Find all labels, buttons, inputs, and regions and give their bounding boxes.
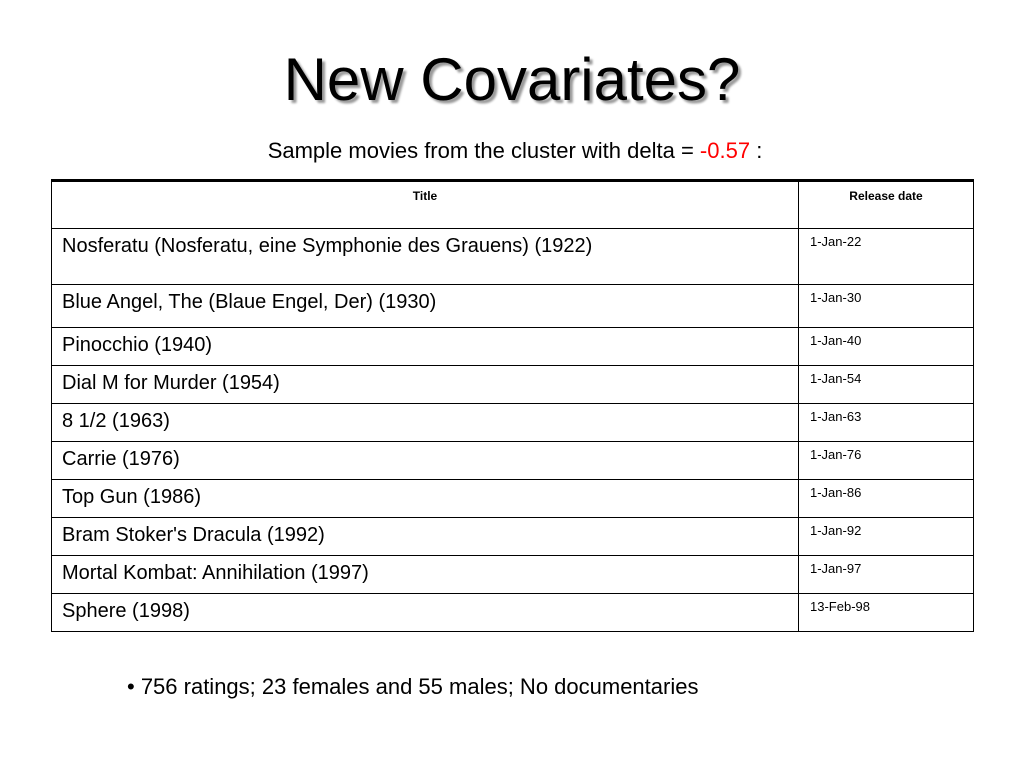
column-header-title: Title (52, 181, 799, 229)
movie-title-cell: 8 1/2 (1963) (52, 404, 799, 442)
table-row (52, 285, 974, 328)
table-row (52, 518, 974, 556)
movie-title-cell: Dial M for Murder (1954) (52, 366, 799, 404)
release-date-cell: 1-Jan-30 (799, 285, 974, 328)
movie-title-cell: Bram Stoker's Dracula (1992) (52, 518, 799, 556)
release-date-cell: 1-Jan-76 (799, 442, 974, 480)
release-date-cell: 13-Feb-98 (799, 594, 974, 632)
release-date-cell: 1-Jan-54 (799, 366, 974, 404)
table-header-row (52, 181, 974, 229)
subtitle-delta-value: -0.57 (699, 138, 751, 163)
release-date-cell: 1-Jan-86 (799, 480, 974, 518)
movie-title-cell: Pinocchio (1940) (52, 328, 799, 366)
table-row (52, 480, 974, 518)
release-date-cell: 1-Jan-97 (799, 556, 974, 594)
subtitle-suffix: : (750, 138, 763, 163)
movie-title-cell: Nosferatu (Nosferatu, eine Symphonie des Grauens) (1922) (52, 229, 799, 285)
movie-title-cell: Blue Angel, The (Blaue Engel, Der) (1930) (52, 285, 799, 328)
movie-table (51, 179, 974, 632)
table-row (52, 328, 974, 366)
summary-bullet: • 756 ratings; 23 females and 55 males; No documentaries (127, 674, 699, 699)
release-date-cell: 1-Jan-63 (799, 404, 974, 442)
table-row (52, 366, 974, 404)
movie-title-cell: Carrie (1976) (52, 442, 799, 480)
table-row (52, 229, 974, 285)
column-header-release-date: Release date (799, 181, 974, 229)
slide-subtitle (0, 137, 1024, 165)
movie-title-cell: Top Gun (1986) (52, 480, 799, 518)
table-row (52, 404, 974, 442)
subtitle-prefix: Sample movies from the cluster with delta = (267, 138, 700, 163)
movie-title-cell: Sphere (1998) (52, 594, 799, 632)
table-row (52, 442, 974, 480)
table-row (52, 556, 974, 594)
release-date-cell: 1-Jan-92 (799, 518, 974, 556)
table-row (52, 594, 974, 632)
slide-title: New Covariates? (283, 46, 741, 113)
release-date-cell: 1-Jan-40 (799, 328, 974, 366)
release-date-cell: 1-Jan-22 (799, 229, 974, 285)
movie-title-cell: Mortal Kombat: Annihilation (1997) (52, 556, 799, 594)
